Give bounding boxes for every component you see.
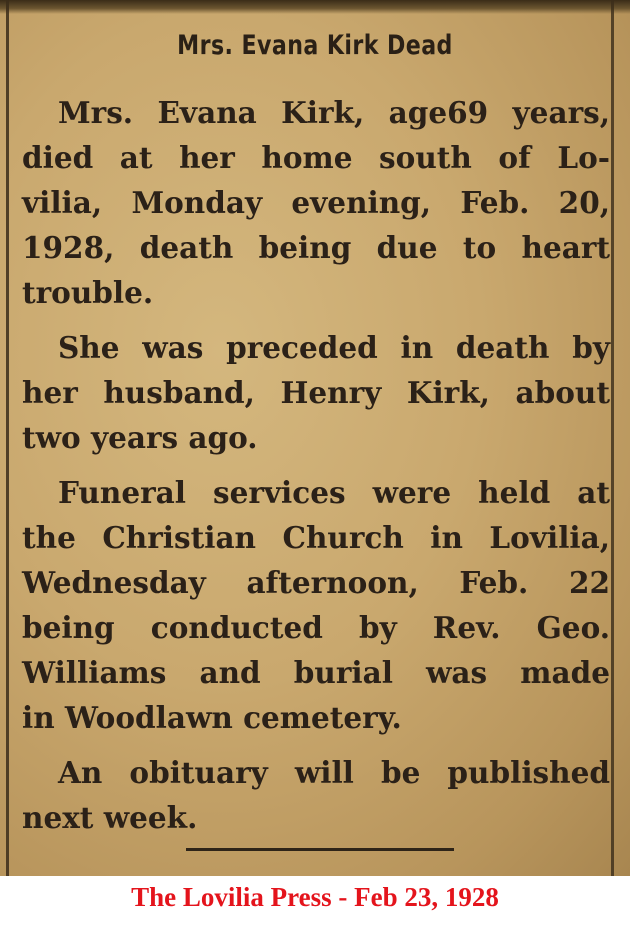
text-line: vilia, Monday evening, Feb. 20,: [22, 185, 610, 220]
headline: Mrs. Evana Kirk Dead: [177, 30, 453, 61]
text-line: in Woodlawn cemetery.: [22, 700, 402, 735]
text-line: 1928, death being due to heart: [22, 230, 610, 265]
text-line: An obituary will be published: [58, 755, 610, 790]
paragraph-3: [22, 470, 610, 740]
left-column-rule: [6, 0, 9, 876]
article-body: [22, 90, 610, 850]
text-line: the Christian Church in Lovilia,: [22, 520, 610, 555]
closing-rule: [186, 848, 454, 851]
paragraph-1: [22, 90, 610, 315]
text-line: two years ago.: [22, 420, 258, 455]
text-line: Mrs. Evana Kirk, age69 years,: [58, 95, 610, 130]
text-line: She was preceded in death by: [58, 330, 610, 365]
text-line: Funeral services were held at: [58, 475, 610, 510]
text-line: Williams and burial was made: [22, 655, 610, 690]
text-line: Wednesday afternoon, Feb. 22: [22, 565, 610, 600]
text-line: being conducted by Rev. Geo.: [22, 610, 610, 645]
paragraph-4: [22, 750, 610, 840]
top-column-rule: [0, 0, 630, 14]
text-line: died at her home south of Lo-: [22, 140, 610, 175]
text-line: her husband, Henry Kirk, about: [22, 375, 610, 410]
text-line: trouble.: [22, 275, 154, 310]
source-caption: The Lovilia Press - Feb 23, 1928: [131, 882, 499, 912]
paragraph-2: [22, 325, 610, 460]
text-line: next week.: [22, 800, 198, 835]
right-column-rule: [611, 0, 614, 876]
